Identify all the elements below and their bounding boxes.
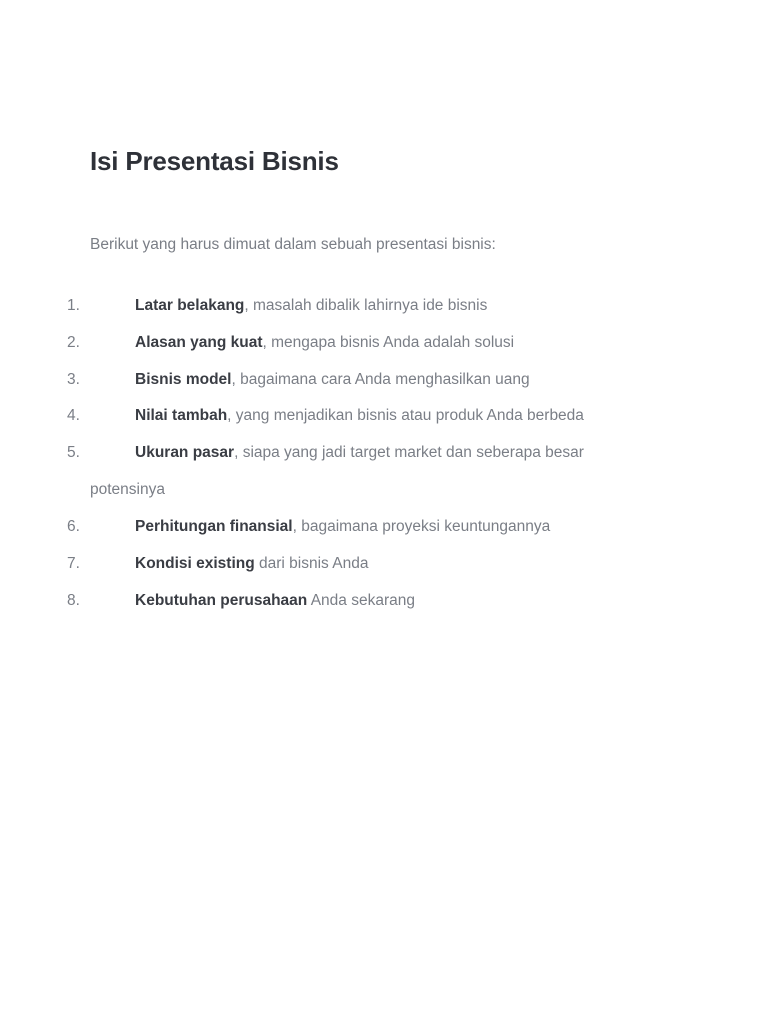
list-item-number: 2. — [67, 333, 80, 351]
list-item-number: 7. — [67, 554, 80, 572]
list-item-rest: , bagaimana proyeksi keuntungannya — [292, 517, 551, 535]
list-item-number: 1. — [67, 297, 80, 314]
list-item — [0, 406, 768, 426]
list-item-rest: dari bisnis Anda — [254, 554, 369, 572]
list-item-text — [0, 554, 768, 574]
list-item-text — [0, 333, 768, 353]
list-item-bold: Bisnis model — [135, 370, 232, 388]
list-item-rest: , siapa yang jadi target market dan seberapa besar — [234, 444, 584, 462]
list-item — [0, 591, 768, 611]
list-item — [0, 443, 768, 500]
list-item-continuation: potensinya — [90, 481, 165, 499]
list-item-text — [0, 591, 768, 611]
list-item-rest: , mengapa bisnis Anda adalah solusi — [262, 333, 515, 351]
list-item-rest: , yang menjadikan bisnis atau produk Anda berbeda — [227, 407, 584, 425]
list-item-text — [0, 517, 768, 537]
list-item — [0, 333, 768, 353]
list-item-bold: Kondisi existing — [135, 554, 255, 572]
list-item-bold: Latar belakang — [135, 297, 245, 314]
list-item — [0, 370, 768, 390]
list-item-rest: Anda sekarang — [307, 591, 415, 609]
list-item — [0, 296, 768, 316]
list-item-text — [0, 296, 768, 316]
list-item — [0, 554, 768, 574]
list-item-number: 3. — [67, 370, 80, 388]
content-list — [0, 296, 768, 627]
list-item-text — [0, 406, 768, 426]
list-item-bold: Nilai tambah — [135, 407, 228, 425]
list-item-bold: Perhitungan finansial — [135, 517, 293, 535]
list-item-rest: , masalah dibalik lahirnya ide bisnis — [244, 297, 488, 314]
list-item-text — [0, 443, 768, 463]
list-item-bold: Kebutuhan perusahaan — [135, 591, 308, 609]
list-item — [0, 517, 768, 537]
list-item-bold: Alasan yang kuat — [135, 333, 263, 351]
list-item-text — [0, 370, 768, 390]
list-item-number: 8. — [67, 591, 80, 609]
page-title: Isi Presentasi Bisnis — [90, 146, 339, 176]
list-item-bold: Ukuran pasar — [135, 444, 235, 462]
list-item-number: 5. — [67, 444, 80, 462]
list-item-rest: , bagaimana cara Anda menghasilkan uang — [231, 370, 530, 388]
list-item-number: 6. — [67, 517, 80, 535]
intro-paragraph: Berikut yang harus dimuat dalam sebuah presentasi bisnis: — [90, 236, 496, 253]
list-item-number: 4. — [67, 407, 80, 425]
